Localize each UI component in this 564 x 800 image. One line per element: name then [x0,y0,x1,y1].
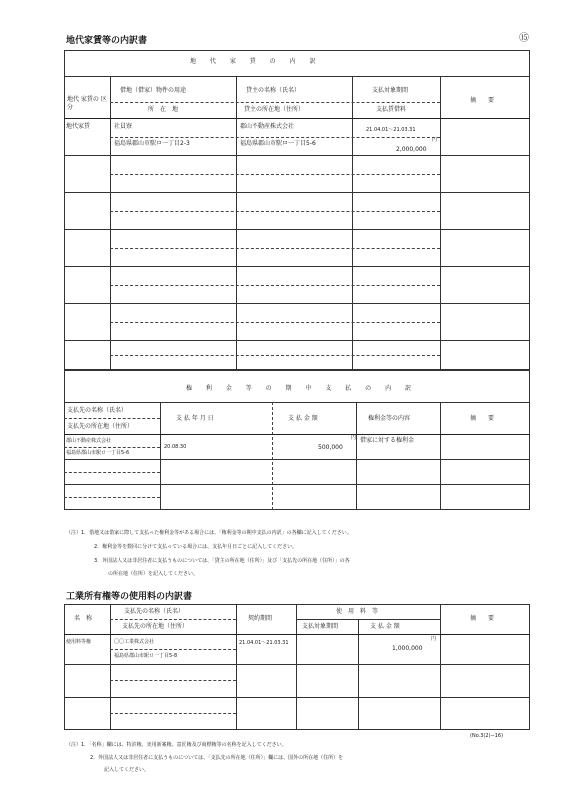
usage-col-line-5 [440,604,441,730]
usage-row-contract-period: 21.04.01～21.03.31 [239,640,289,646]
key-col-line-4 [440,402,441,510]
rent-row-line-6 [64,340,530,341]
key-row-content: 借家に対する権利金 [360,437,415,444]
usage-row-name: 使用料等権 [66,639,92,645]
rent-row-line-2 [64,192,530,193]
key-h-amount: 支 払 金 額 [288,415,318,422]
rent-row-split-3 [110,211,440,212]
rent-row-line-5 [64,303,530,304]
form-code: (No.3(2)−16) [470,733,504,739]
usage-h-amount: 支 払 金 額 [370,623,400,630]
note2-line-2: 2．外国法人又は非居住者に支払うものについては、「支払先の所在地（住所）」欄には、国外の所在地（住所）を [90,755,344,761]
rent-h-kubun: 地代 家賃の 区 分 [67,96,107,112]
usage-row-payee-name: 〇〇工業株式会社 [114,639,155,645]
usage-row-line-1 [64,664,530,665]
rent-row-split-4 [110,248,440,249]
rent-row-split-1 [110,137,440,138]
usage-h-name: 名 称 [74,615,93,622]
rent-h-landlord-addr: 貸主の所在地（住所） [244,106,305,113]
usage-row-amount: 1,000,000 [392,645,423,652]
key-row-line-1 [64,459,530,460]
rent-row-purpose: 社員寮 [114,123,133,130]
key-h-date: 支 払 年 月 日 [176,415,214,422]
note1-line-2: 2．権利金等を数回に分けて支払っている場合には、支払年月日ごとに記入してください。 [94,544,298,550]
note1-line-4: の所在地（住所）を記入してください。 [108,571,199,577]
key-col-line-1 [160,402,161,510]
key-h-remarks: 摘 要 [470,415,495,422]
usage-row-payee-addr: 福島県郡山市駅ロ一丁目5-8 [114,653,178,659]
usage-h-remarks: 摘 要 [470,615,495,622]
note1-line-3: 3．外国法人又は非居住者に支払うものについては、「貸主の所在地（住所）」及び「支払先の所在地（住所）」の各 [94,558,350,564]
usage-header-split-a [110,619,236,620]
usage-header-split-b [296,619,440,620]
rent-row-landlord-addr: 福島県郡山市駅ロ一丁目5-6 [240,140,316,147]
note2-line-3: 記入してください。 [104,767,150,773]
rent-row-yen: 円 [432,137,438,143]
rent-h-purpose: 借地（借家）物件の用途 [120,87,187,94]
rent-row-split-7 [110,355,440,356]
key-h-content: 権利金等の内容 [368,415,411,422]
usage-h-payee-addr: 支払先の所在地（住所） [122,623,189,630]
rent-header-split [110,102,440,103]
key-col-line-3 [356,402,357,510]
key-money-banner: 権 利 金 等 の 期 中 支 払 の 内 訳 [186,385,417,392]
usage-col-line-4 [358,619,359,730]
usage-header-bottom [64,634,530,635]
rent-row-split-5 [110,285,440,286]
key-row-date: 20.08.30 [164,444,187,450]
note1-line-1: （注）1．借地又は借家に際して支払った権利金等がある場合には、「権利金等の期中支払の内訳」の各欄に記入してください。 [66,530,352,536]
key-h-payee-name: 支払先の名称（氏名） [67,407,128,414]
rent-h-period: 支払対象期間 [372,87,409,94]
usage-h-usage-fee: 使 用 料 等 [336,608,379,615]
rent-col-line-3 [352,76,353,370]
usage-h-payee-name: 支払先の名称（氏名） [124,608,185,615]
rent-row-line-1 [64,155,530,156]
key-row-line-2 [64,484,530,485]
rent-col-line-1 [110,76,111,370]
key-row-payee-addr: 福島県郡山市駅ロ一丁目5-6 [66,450,130,456]
usage-col-line-3 [296,604,297,730]
key-header-bottom [64,434,530,435]
key-row-split-1 [64,447,160,448]
rent-banner-divider [64,76,530,77]
key-row-yen: 円 [351,435,357,441]
usage-row-split-3 [110,713,236,714]
key-row-amount: 500,000 [318,444,343,451]
note2-line-1: （注）1．「名称」欄には、特許権、実用新案権、意匠権及び商標権等の名称を記入してください。 [66,742,287,748]
key-row-split-2 [64,472,160,473]
rent-row-split-2 [110,174,440,175]
rent-h-location: 所 在 地 [148,106,179,113]
rent-col-line-2 [236,76,237,370]
rent-h-amount: 支払賃借料 [376,106,407,113]
usage-title: 工業所有権等の使用料の内訳書 [66,592,193,602]
key-row-payee-name: 郡山不動産株式会社 [66,438,112,444]
key-col-line-2 [272,402,273,510]
usage-row-split-1 [110,649,236,650]
usage-row-yen: 円 [431,636,437,642]
usage-h-target-period: 支払対象期間 [302,623,339,630]
usage-col-line-2 [236,604,237,730]
rent-row-location: 福島県郡山市駅ロ一丁目2-3 [114,140,190,147]
page-title: 地代家賃等の内訳書 [66,36,148,46]
rent-h-landlord-name: 貸主の名称（氏名） [246,87,301,94]
rent-row-amount: 2,000,000 [396,146,427,153]
rent-row-split-6 [110,322,440,323]
key-money-banner-divider [64,402,530,403]
rent-row-line-4 [64,266,530,267]
rent-row-line-3 [64,229,530,230]
usage-row-split-2 [110,680,236,681]
rent-header-bottom [64,118,530,119]
rent-row-kubun: 地代家賃 [66,123,91,130]
usage-col-line-1 [110,604,111,730]
rent-col-line-4 [440,76,441,370]
key-h-payee-addr: 支払先の所在地（住所） [67,423,134,430]
usage-row-line-2 [64,697,530,698]
usage-h-contract-period: 契約期間 [248,615,273,622]
rent-row-landlord-name: 郡山不動産株式会社 [240,123,295,130]
key-row-split-3 [64,497,160,498]
key-header-split [64,418,160,419]
rent-h-remarks: 摘 要 [470,97,495,104]
rent-table-banner: 地 代 家 賃 の 内 訳 [190,58,322,65]
rent-row-period: 21.04.01～21.03.31 [366,127,416,133]
page-marker: ⑮ [519,33,529,44]
